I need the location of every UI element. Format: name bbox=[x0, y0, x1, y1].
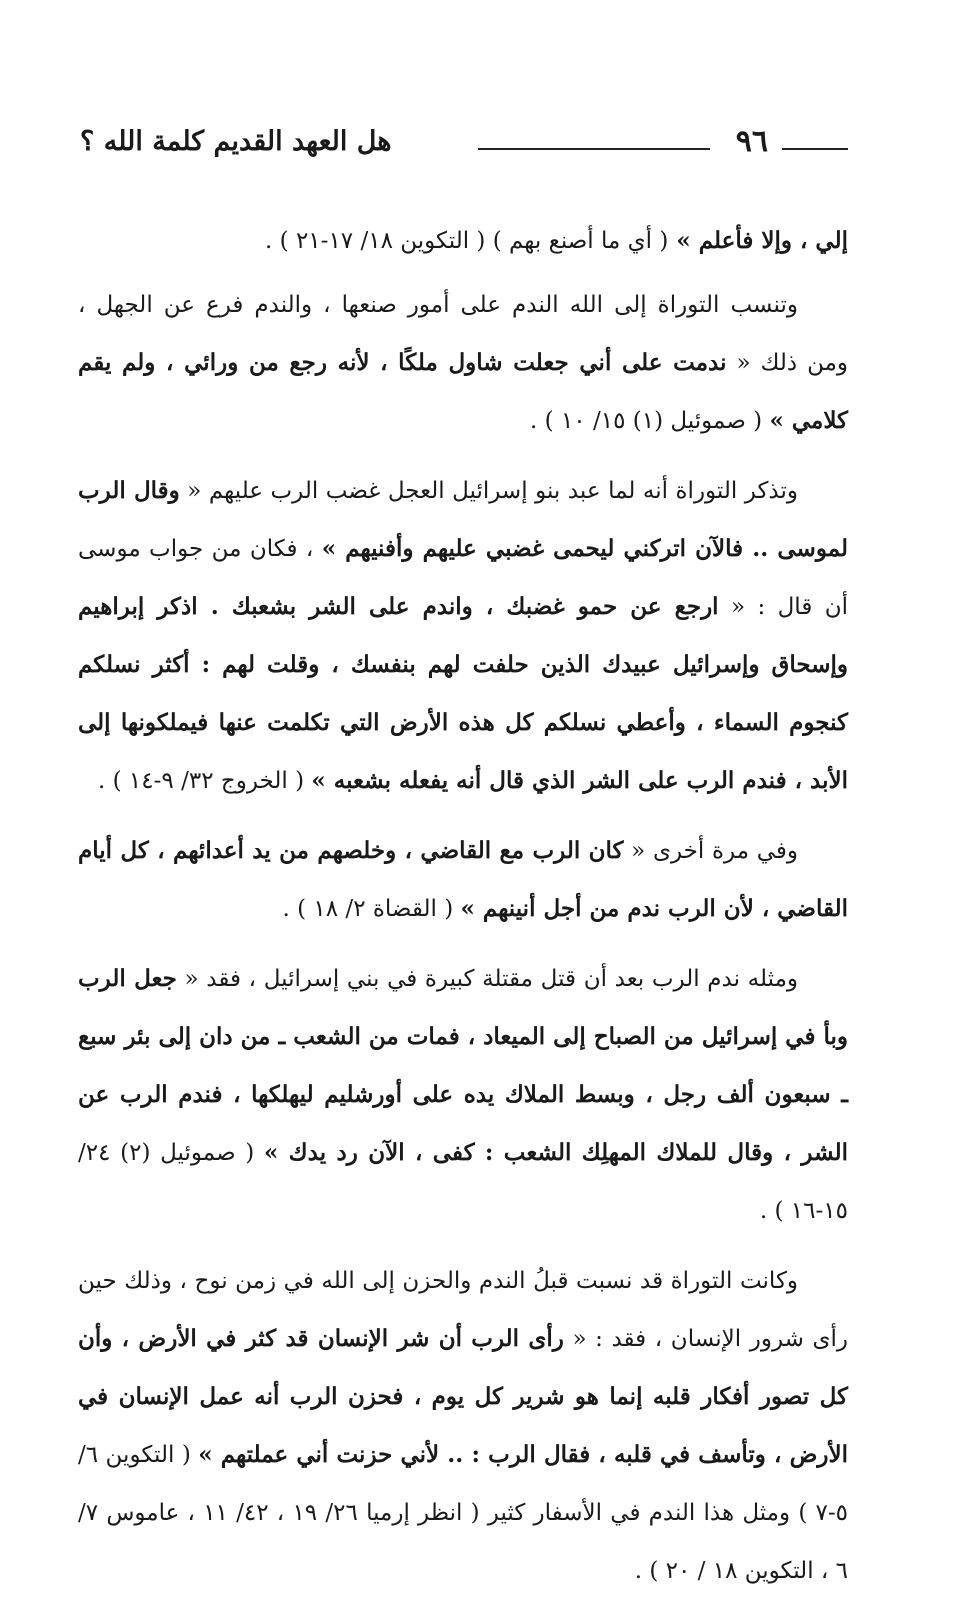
running-header bbox=[80, 118, 848, 168]
quoted-text: وقال الرب لموسى .. فالآن اتركني ليحمى غضبي عليهم وأفنيهم » bbox=[78, 477, 848, 562]
body-text-segment: ( الخروج ٣٢/ ٩-١٤ ) . bbox=[98, 768, 312, 794]
paragraph bbox=[78, 1252, 848, 1600]
paragraph bbox=[78, 276, 848, 450]
body-text-segment: ، فكان من جواب موسى أن قال : « bbox=[78, 536, 848, 620]
body-text-segment: ( صموئيل (١) ١٥/ ١٠ ) . bbox=[530, 408, 770, 434]
body-text-segment: ( القضاة ٢/ ١٨ ) . bbox=[282, 896, 461, 922]
quoted-text: ارجع عن حمو غضبك ، واندم على الشر بشعبك . اذكر إبراهيم وإسحاق وإسرائيل عبيدك الذين حلفت لهم بنفسك ، وقلت لهم : أكثر نسلكم كنجوم السماء ، وأعطي نسلكم كل هذه الأرض التي تكلمت عنها فيملكونها إلى الأبد ، فندم الرب على الشر الذي قال أنه يفعله بشعبه » bbox=[78, 593, 848, 794]
body-text-segment: وكانت التوراة قد نسبت قبلُ الندم والحزن إلى الله في زمن نوح ، وذلك حين رأى شرور الإنسان ، فقد : « bbox=[78, 1268, 849, 1352]
paragraph bbox=[78, 822, 848, 938]
body-text-segment: وتنسب التوراة إلى الله الندم على أمور صنعها ، والندم فرع عن الجهل ، ومن ذلك « bbox=[78, 292, 848, 376]
quoted-text: ندمت على أني جعلت شاول ملكًا ، لأنه رجع من ورائي ، ولم يقم كلامي » bbox=[78, 349, 848, 434]
body-text-segment: ومثله ندم الرب بعد أن قتل مقتلة كبيرة في بني إسرائيل ، فقد « bbox=[176, 966, 798, 992]
quoted-text: إلي ، وإلا فأعلم » bbox=[668, 227, 848, 254]
body-text-segment: ( التكوين ٦/ ٥-٧ ) ومثل هذا الندم في الأسفار كثير ( انظر إرميا ٢٦/ ١٩ ، ٤٢/ ١١ ، عاموس ٧/ ٦ ، التكوين ١٨ / ٢٠ ) . bbox=[78, 1442, 849, 1584]
quoted-text: كان الرب مع القاضي ، وخلصهم من يد أعدائهم ، كل أيام القاضي ، لأن الرب ندم من أجل أنينهم » bbox=[78, 837, 848, 922]
body-text-segment: وتذكر التوراة أنه لما عبد بنو إسرائيل العجل غضب الرب عليهم « bbox=[179, 478, 798, 504]
paragraph bbox=[78, 462, 848, 810]
paragraph bbox=[78, 950, 848, 1240]
quoted-text: جعل الرب وبأ في إسرائيل من الصباح إلى الميعاد ، فمات من الشعب ـ من دان إلى بئر سبع ـ سبعون ألف رجل ، وبسط الملاك يده على أورشليم ليهلكها ، فندم الرب عن الشر ، وقال للملاك المهلِك الشعب : كفى ، الآن رد يدك » bbox=[78, 965, 848, 1166]
header-rule-middle bbox=[478, 148, 710, 150]
body-text bbox=[78, 212, 848, 1612]
body-text-segment: ( أي ما أصنع بهم ) ( التكوين ١٨/ ١٧-٢١ ) . bbox=[265, 228, 669, 254]
header-rule-right bbox=[782, 148, 848, 150]
paragraph bbox=[78, 212, 848, 270]
body-text-segment: وفي مرة أخرى « bbox=[623, 838, 798, 864]
book-title: هل العهد القديم كلمة الله ؟ bbox=[80, 126, 392, 157]
body-text-segment: ( صموئيل (٢) ٢٤/ ١٥-١٦ ) . bbox=[78, 1140, 848, 1224]
quoted-text: رأى الرب أن شر الإنسان قد كثر في الأرض ، وأن كل تصور أفكار قلبه إنما هو شرير كل يوم ، فحزن الرب أنه عمل الإنسان في الأرض ، وتأسف في قلبه ، فقال الرب : .. لأني حزنت أني عملتهم » bbox=[78, 1325, 848, 1468]
page-number: ٩٦ bbox=[735, 124, 768, 159]
